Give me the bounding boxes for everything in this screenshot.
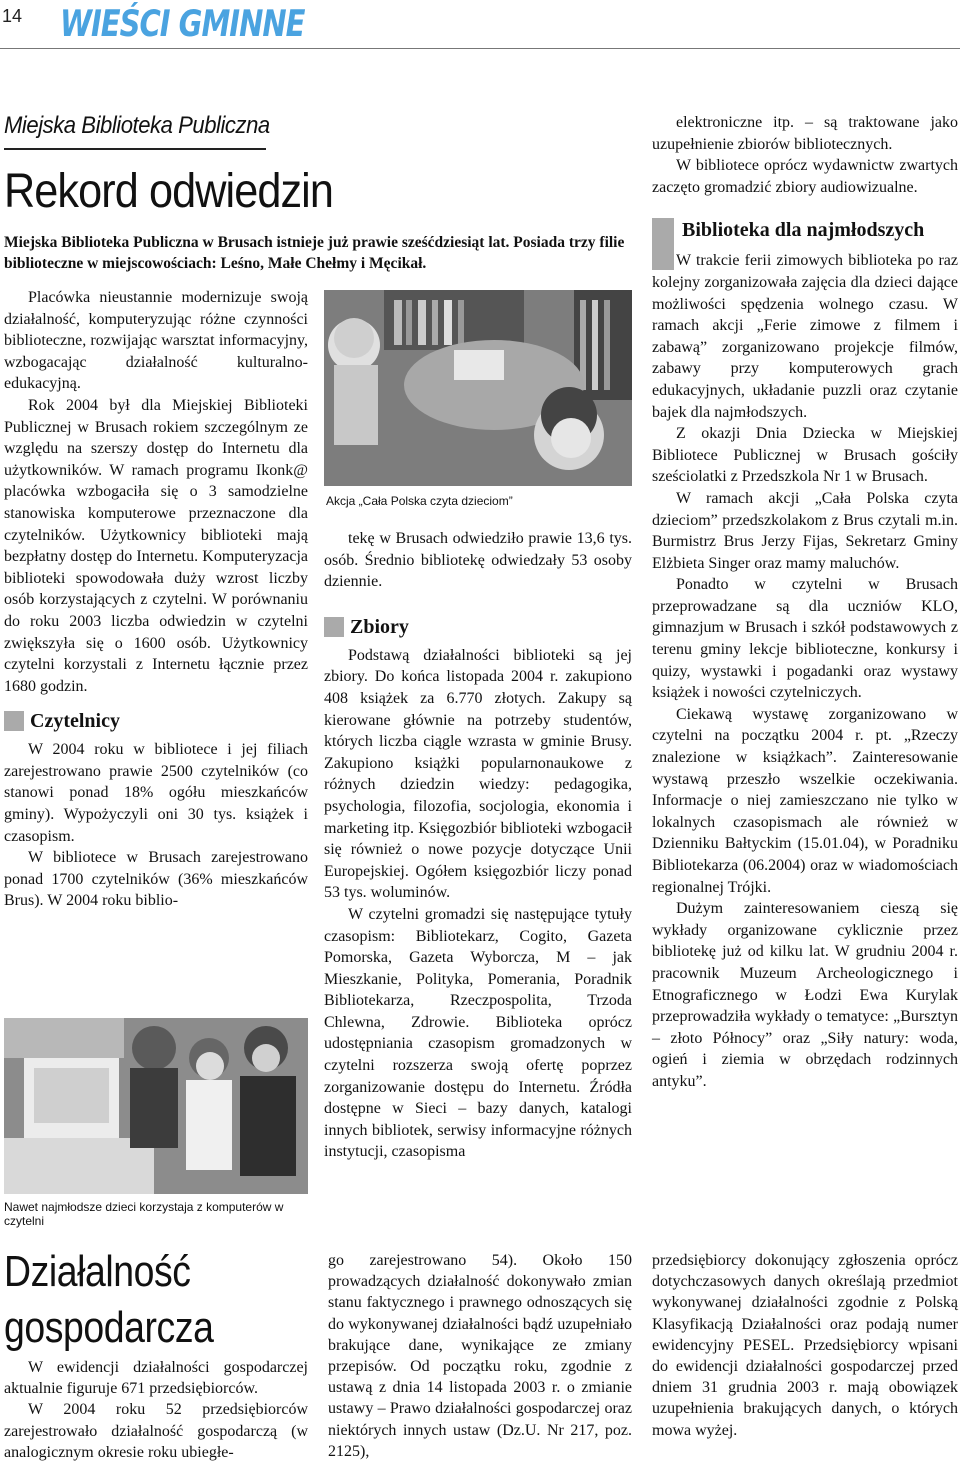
kicker-underline [4,148,266,150]
article2-column-3 [652,1250,958,1441]
photo-children-computers [4,1018,308,1194]
paragraph: W 2004 roku 52 przedsiębiorców zarejestrowało działalność gospodarczą (w analogicznym okresie roku ubiegłe- [4,1401,308,1461]
paragraph: W ewidencji działalności gospodarczej aktualnie figuruje 671 przedsiębiorców. [4,1359,308,1398]
paragraph: W trakcie ferii zimowych biblioteka po raz kolejny zorganizowała zajęcia dla dzieci dające możliwości spędzenia wolnego czasu. W ramach akcji „Ferie zimowe z filmem i zabawą” zorganizowano projekcje filmów, zabawy przy komputerowych grach edukacyjnych, układanie puzzli oraz czytanie bajek dla najmłodszych. [652,252,958,421]
paragraph: elektroniczne itp. – są traktowane jako uzupełnienie zbiorów bibliotecznych. [652,114,958,153]
article-column-3 [652,112,958,1093]
article-lead: Miejska Biblioteka Publiczna w Brusach istnieje już prawie sześćdziesiąt lat. Posiada trzy filie biblioteczne w miejscowościach: Leśno, Małe Chełmy i Męcikał. [4,234,625,272]
paragraph: W 2004 roku w bibliotece i jej filiach zarejestrowano prawie 2500 czytelników (co stanowi ponad 18% ogółu mieszkańców gminy). Wypożyczyli oni 30 tys. książek i czasopism. [4,741,308,845]
paragraph: Z okazji Dnia Dziecka w Miejskiej Bibliotece Publicznej w Brusach gościły sześciolatki z Przedszkola Nr 1 w Brusach. [652,425,958,486]
section-marker-icon [4,711,24,731]
article-column-1 [4,287,308,912]
article2-headline-line2: gospodarcza [4,1303,214,1352]
paragraph: Podstawą działalności biblioteki są jej zbiory. Do końca listopada 2004 r. zakupiono 408 książek za 6.770 złotych. Zakupy są kierowane głównie na potrzeby studentów, których liczba ciągle wzrasta w gminie Brusy. Zakupiono książki popularnonaukowe z różnych dziedzin wiedzy: pedagogika, psychologia, filozofia, socjologia, ekonomia i marketing itp. Księgozbiór biblioteki wzbogacił się również o nowe pozycje dotyczące Unii Europejskiej. Ogółem księgozbiór liczy ponad 53 tys. woluminów. [324,646,632,902]
article-kicker: Miejska Biblioteka Publiczna [4,112,270,139]
paragraph: W bibliotece oprócz wydawnictw zwartych zaczęto gromadzić zbiory audiowizualne. [652,157,958,196]
article2-headline-line1: Działalność [4,1247,191,1296]
paragraph: przedsiębiorcy dokonujący zgłoszenia oprócz dotychczasowych danych określają przedmiot wykonywanej działalności zgodnie z Polską Klasyfikacją Działalności oraz podają numer ewidencyjny PESEL. Przedsiębiorcy wpisani do ewidencji działalności gospodarczej przed dniem 31 grudnia 2003 r. mają obowiązek uzupełnienia brakujących danych, o których mowa wyżej. [652,1252,958,1439]
article2-column-1 [4,1357,308,1463]
paragraph: Ponadto w czytelni w Brusach przeprowadzane są dla uczniów KLO, gimnazjum w Brusach i szkół podstawowych z terenu gminy lekcje biblioteczne, konkursy i quizy, wystawki i pogadanki oraz wystawy książek i nowości czytelniczych. [652,576,958,702]
section-marker-icon [652,218,674,270]
paragraph: go zarejestrowano 54). Około 150 prowadzących działalność dokonywało zmian stanu faktycznego i prawnego odnoszących się do wykonywanej działalności bądź uzupełniało brakujące dane, wynikające ze zmiany przepisów. Od początku roku, zgodnie z ustawą z dnia 14 listopada 2003 r. o zmianie ustawy – Prawo działalności gospodarczej oraz niektórych innych ustaw (Dz.U. Nr 217, poz. 2125), [328,1252,632,1460]
paragraph: W czytelni gromadzi się następujące tytuły czasopism: Bibliotekarz, Cogito, Gazeta Pomorska, Gazeta Wyborcza, M – jak Mieszkanie, Polityka, Pomerania, Poradnik Bibliotekarza, Rzeczpospolita, Trzoda Chlewna, Zdrowie. Biblioteka oprócz udostępniania czasopism gromadzonych w czytelni rozszerza swoją ofertę poprzez zorganizowanie dostępu do Internetu. Źródła dostępne w Sieci – bazy danych, katalogi innych bibliotek, serwisy informacyjne różnych instytucji, czasopisma [324,905,632,1161]
section-title: Biblioteka dla najmłodszych [682,219,925,242]
photo-children-reading-image [324,290,632,486]
section-heading-biblioteka-dla-najmlodszych [652,216,958,244]
section-marker-icon [324,617,344,637]
photo-caption-1: Akcja „Cała Polska czyta dzieciom” [326,494,513,508]
section-heading-zbiory [324,615,632,639]
photo-children-computers-image [4,1018,308,1194]
photo-caption-2: Nawet najmłodsze dzieci korzystaja z komputerów w czytelni [4,1200,284,1228]
paragraph: W bibliotece w Brusach zarejestrowano ponad 1700 czytelników (36% mieszkańców Brus). W 2004 roku biblio- [4,849,308,910]
paragraph: Dużym zainteresowaniem cieszą się wykłady organizowane cyklicznie przez bibliotekę już od kilku lat. W grudniu 2004 r. pracownik Muzeum Archeologicznego i Etnograficznego w Łodzi Ewa Kurylak przeprowadziła wykłady o tematyce: „Bursztyn – złoto Północy” oraz „Siły natury: woda, ogień i ziemia w obrzędach rodzinnych antyku”. [652,900,958,1090]
section-heading-czytelnicy [4,709,308,733]
paragraph: W ramach akcji „Cała Polska czyta dzieciom” przedszkolakom z Brus czytali m.in. Burmistrz Brus Jerzy Fijas, Sekretarz Gminy Elżbieta Singer oraz mamy maluchów. [652,489,958,572]
section-title: Zbiory [350,615,409,638]
page-number: 14 [2,6,23,26]
article-column-2 [324,528,632,1163]
photo-children-reading [324,290,632,486]
paragraph: Ciekawą wystawę zorganizowano w czytelni na początku 2004 r. pt. „Rzeczy znalezione w książkach”. Zainteresowanie wystawą przeszło wszelkie oczekiwania. Informacje o niej zamieszczano nie tylko w lokalnych czasopismach ale również w Dzienniku Bałtyckim (15.01.04), w Poradniku Bibliotekarza (06.2004) oraz w wiadomościach regionalnej Trójki. [652,705,958,896]
paragraph: Rok 2004 był dla Miejskiej Biblioteki Publicznej w Brusach rokiem szczególnym ze względu na szerszy dostęp do Internetu dla użytkowników. W ramach programu Ikonk@ placówka wzbogaciła się o 3 samodzielne stanowiska komputerowe przeznaczone dla czytelników. Użytkownicy biblioteki mają bezpłatny dostęp do Internetu. Komputeryzacja biblioteki spowodowała duży wzrost liczby osób korzystających z czytelni. W porównaniu do roku 2003 liczba odwiedzin w czytelni zwiększyła się o 1600 osób. Użytkownicy czytelni korzystali z Internetu łącznie przez 1680 godzin. [4,396,308,695]
section-title: Czytelnicy [30,710,120,733]
paragraph: tekę w Brusach odwiedziło prawie 13,6 tys. osób. Średnio bibliotekę odwiedzały 53 osoby dziennie. [324,530,632,591]
paragraph: Placówka nieustannie modernizuje swoją działalność, komputeryzując różne czynności biblioteczne, rozwijając warsztat informacyjny, wzbogacając działalność kulturalno-edukacyjną. [4,289,308,393]
header-divider [0,48,960,49]
article-headline: Rekord odwiedzin [4,165,333,218]
masthead: WIEŚCI GMINNE [60,2,305,45]
article2-column-2 [328,1250,632,1462]
article2-headline [4,1244,213,1356]
